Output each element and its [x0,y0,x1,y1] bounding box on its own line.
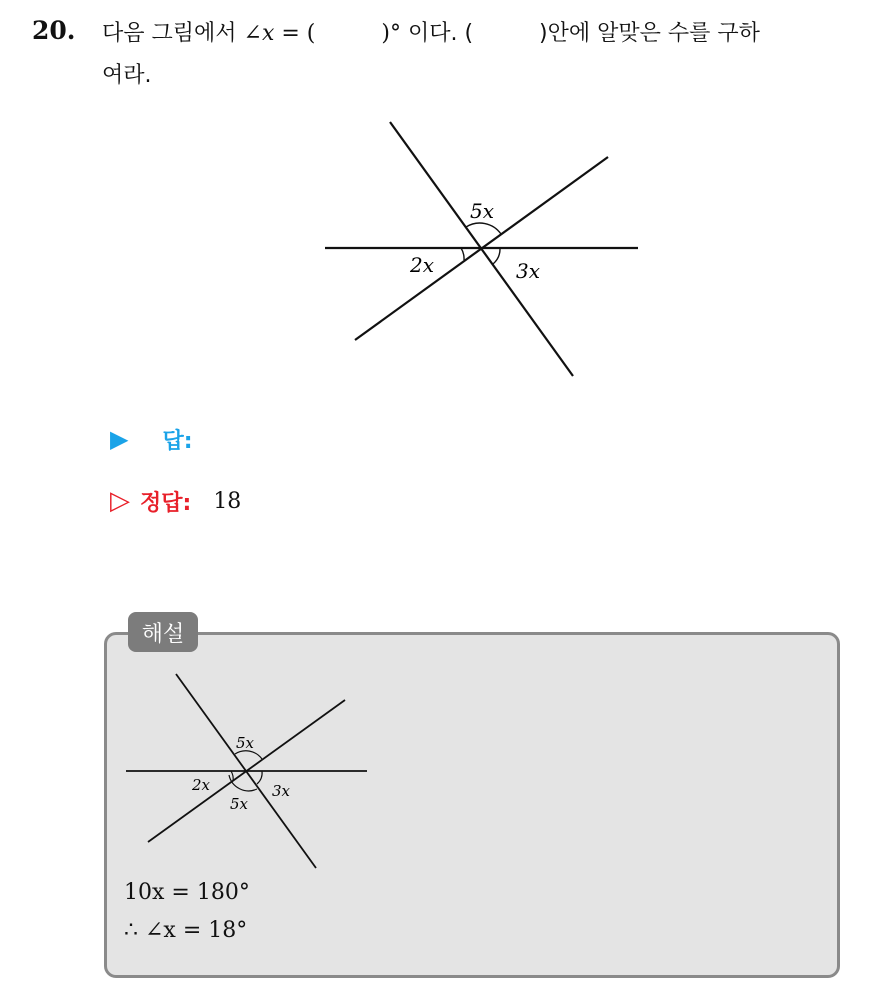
expl-arc-left [231,771,233,781]
expl-label-right: 3x [272,782,291,800]
degree-close: )° [381,21,401,46]
label-left: 2x [410,253,435,277]
correct-answer-value: 18 [213,488,242,514]
question-text-post: )안에 알맞은 수를 구하 [539,21,760,46]
equals-open: = ( [281,21,316,46]
question-line-2: 여라. [102,63,152,88]
expl-label-top: 5x [236,734,255,752]
question-text-mid: 이다. ( [407,21,474,46]
correct-marker-icon: ▷ [110,486,130,516]
correct-answer-label: 정답: [140,490,192,516]
explanation-line-2: ∴ ∠x = 18° [124,918,248,943]
explanation-line-1: 10x = 180° [124,880,250,905]
expl-label-left: 2x [192,776,211,794]
answer-marker-icon: ▶ [110,425,129,453]
expl-arc-top [235,751,262,759]
question-number: 20. [32,16,76,45]
explanation-tab: 해설 [128,612,198,652]
expl-arc-right [257,771,262,784]
question-text-pre: 다음 그림에서 [102,21,237,46]
answer-label: 답: [162,428,193,454]
angle-expression: ∠x [243,21,275,46]
label-top: 5x [470,199,495,223]
expl-label-bottom: 5x [230,795,249,813]
label-right: 3x [516,259,541,283]
